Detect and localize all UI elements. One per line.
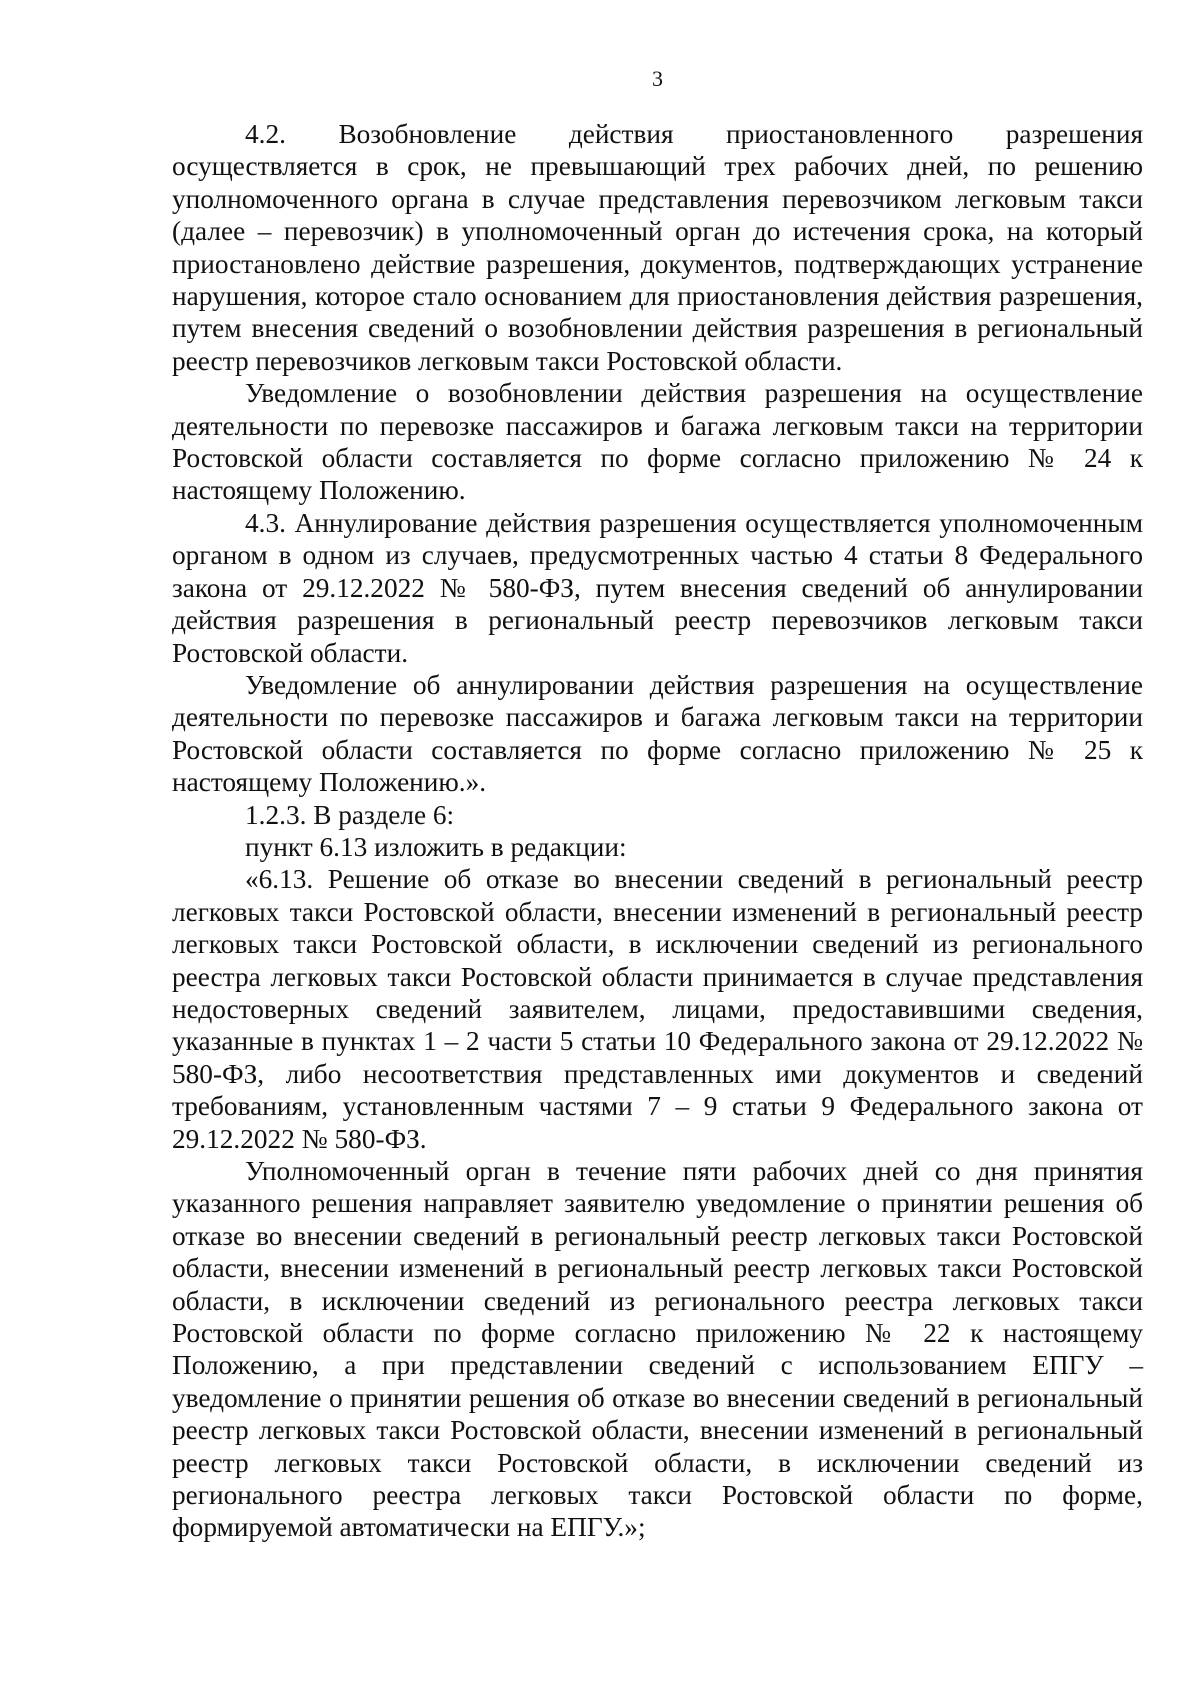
paragraph-4-2: 4.2. Возобновление действия приостановленного разрешения осуществляется в срок, не превышающий трех рабочих дней, по решению уполномоченного органа в случае представления перевозчиком легковым такси (далее – перевозчик) в уполномоченный орган до истечения срока, на который приостановлено действие разрешения, документов, подтверждающих устранение нарушения, которое стало основанием для приостановления действия разрешения, путем внесения сведений о возобновлении действия разрешения в региональный реестр перевозчиков легковым такси Ростовской области. xyxy=(172,119,1143,376)
paragraph-notice-annulment: Уведомление об аннулировании действия разрешения на осуществление деятельности по перевозке пассажиров и багажа легковым такси на территории Ростовской области составляется по форме согласно приложению № 25 к настоящему Положению.». xyxy=(172,669,1143,798)
paragraph-6-13: «6.13. Решение об отказе во внесении сведений в региональный реестр легковых такси Ростовской области, внесении изменений в региональный реестр легковых такси Ростовской области, в исключении сведений из регионального реестра легковых такси Ростовской области принимается в случае представления недостоверных сведений заявителем, лицами, предоставившими сведения, указанные в пунктах 1 – 2 части 5 статьи 10 Федерального закона от 29.12.2022 № 580-ФЗ, либо несоответствия представленных ими документов и сведений требованиям, установленным частями 7 – 9 статьи 9 Федерального закона от 29.12.2022 № 580-ФЗ. xyxy=(172,864,1143,1154)
paragraph-notice-resumption: Уведомление о возобновлении действия разрешения на осуществление деятельности по перевозке пассажиров и багажа легковым такси на территории Ростовской области составляется по форме согласно приложению № 24 к настоящему Положению. xyxy=(172,378,1143,506)
paragraph-point-6-13-intro: пункт 6.13 изложить в редакции: xyxy=(245,831,627,862)
paragraph-4-3: 4.3. Аннулирование действия разрешения осуществляется уполномоченным органом в одном из случаев, предусмотренных частью 4 статьи 8 Федерального закона от 29.12.2022 № 580-ФЗ, путем внесения сведений об аннулировании действия разрешения в региональный реестр перевозчиков легковым такси Ростовской области. xyxy=(172,507,1143,668)
document-body xyxy=(172,118,1143,1544)
paragraph-authorized-body-notice: Уполномоченный орган в течение пяти рабочих дней со дня принятия указанного решения направляет заявителю уведомление о принятии решения об отказе во внесении сведений в региональный реестр легковых такси Ростовской области, внесении изменений в региональный реестр легковых такси Ростовской области, в исключении сведений из регионального реестра легковых такси Ростовской области по форме согласно приложению № 22 к настоящему Положению, а при представлении сведений с использованием ЕПГУ – уведомление о принятии решения об отказе во внесении сведений в региональный реестр легковых такси Ростовской области, внесении изменений в региональный реестр легковых такси Ростовской области, в исключении сведений из регионального реестра легковых такси Ростовской области по форме, формируемой автоматически на ЕПГУ.»; xyxy=(172,1156,1143,1543)
document-page xyxy=(172,0,1143,1698)
paragraph-1-2-3: 1.2.3. В разделе 6: xyxy=(245,799,455,830)
page-number: 3 xyxy=(652,66,663,91)
